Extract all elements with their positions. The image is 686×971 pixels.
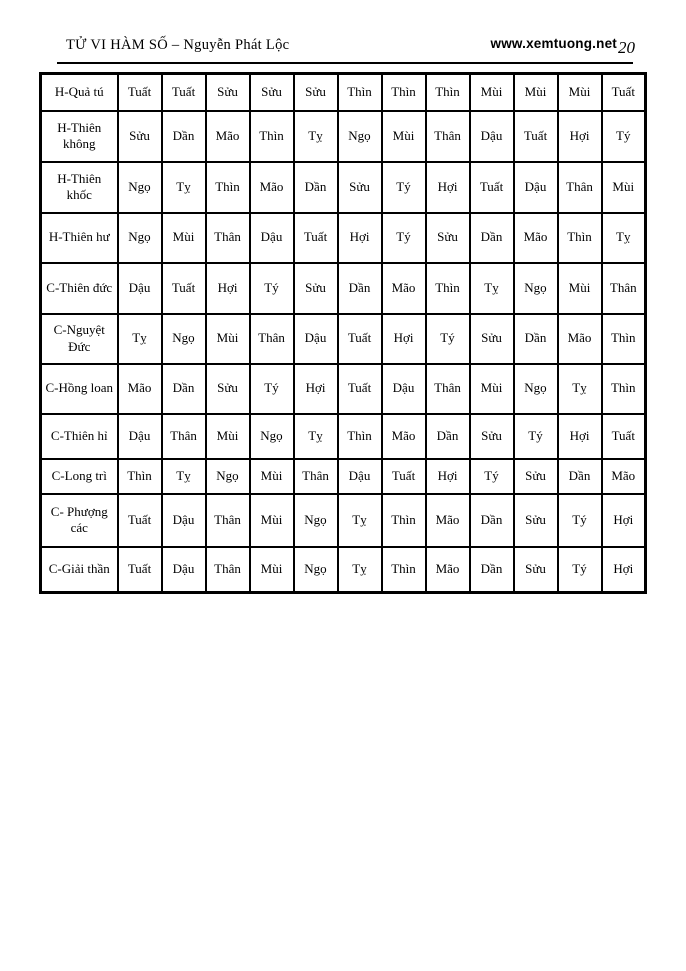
branch-cell: Thân: [426, 364, 470, 414]
branch-cell: Tỵ: [294, 414, 338, 459]
branch-cell: Tuất: [294, 213, 338, 263]
branch-cell: Sửu: [514, 459, 558, 494]
branch-cell: Dần: [294, 162, 338, 213]
branch-cell: Mùi: [162, 213, 206, 263]
branch-cell: Thân: [426, 111, 470, 162]
branch-cell: Tý: [558, 494, 602, 547]
branch-cell: Tý: [514, 414, 558, 459]
branch-cell: Sửu: [118, 111, 162, 162]
branch-cell: Tỵ: [338, 547, 382, 593]
branch-cell: Mão: [118, 364, 162, 414]
branch-cell: Hợi: [558, 111, 602, 162]
branch-cell: Thân: [294, 459, 338, 494]
branch-cell: Sửu: [206, 364, 250, 414]
branch-cell: Thìn: [382, 74, 426, 111]
branch-cell: Sửu: [514, 494, 558, 547]
branch-cell: Dần: [470, 547, 514, 593]
branch-cell: Ngọ: [206, 459, 250, 494]
branch-cell: Tỵ: [162, 459, 206, 494]
branch-cell: Tý: [250, 364, 294, 414]
branch-cell: Dần: [514, 314, 558, 364]
branch-cell: Dần: [162, 111, 206, 162]
branch-cell: Tuất: [602, 414, 646, 459]
branch-cell: Thìn: [382, 494, 426, 547]
branch-cell: Tỵ: [338, 494, 382, 547]
branch-cell: Hợi: [558, 414, 602, 459]
branch-cell: Thìn: [338, 74, 382, 111]
branch-cell: Sửu: [250, 74, 294, 111]
branch-cell: Tuất: [118, 74, 162, 111]
branch-cell: Ngọ: [514, 263, 558, 314]
branch-cell: Thìn: [426, 263, 470, 314]
branch-cell: Sửu: [294, 74, 338, 111]
branch-cell: Dần: [426, 414, 470, 459]
table-row: [41, 111, 646, 162]
branch-cell: Tuất: [602, 74, 646, 111]
branch-cell: Thìn: [602, 364, 646, 414]
branch-cell: Tý: [558, 547, 602, 593]
table-row: [41, 547, 646, 593]
branch-cell: Dậu: [250, 213, 294, 263]
branch-cell: Tuất: [338, 364, 382, 414]
branch-cell: Tỵ: [470, 263, 514, 314]
branch-cell: Thân: [206, 213, 250, 263]
branch-cell: Hợi: [206, 263, 250, 314]
branch-cell: Thìn: [338, 414, 382, 459]
table-row: [41, 314, 646, 364]
branch-cell: Mão: [206, 111, 250, 162]
branch-cell: Tuất: [470, 162, 514, 213]
branch-cell: Mão: [382, 263, 426, 314]
row-label: H-Thiên khốc: [41, 162, 118, 213]
branch-cell: Hợi: [382, 314, 426, 364]
branch-cell: Ngọ: [338, 111, 382, 162]
branch-cell: Thân: [206, 494, 250, 547]
book-title: TỬ VI HÀM SỐ – Nguyễn Phát Lộc: [66, 37, 290, 53]
branch-cell: Hợi: [602, 494, 646, 547]
branch-cell: Thìn: [250, 111, 294, 162]
branch-cell: Dậu: [338, 459, 382, 494]
branch-cell: Tuất: [118, 547, 162, 593]
branch-cell: Hợi: [426, 459, 470, 494]
branch-cell: Hợi: [338, 213, 382, 263]
branch-cell: Mùi: [514, 74, 558, 111]
branch-cell: Thân: [206, 547, 250, 593]
table-row: [41, 74, 646, 111]
branch-cell: Tý: [382, 162, 426, 213]
table-row: [41, 162, 646, 213]
table-row: [41, 263, 646, 314]
page-number: 20: [618, 38, 635, 57]
branch-cell: Tỵ: [558, 364, 602, 414]
row-label: C-Thiên đức: [41, 263, 118, 314]
row-label: C-Hồng loan: [41, 364, 118, 414]
row-label: H-Thiên không: [41, 111, 118, 162]
branch-cell: Dần: [338, 263, 382, 314]
row-label: H-Quả tú: [41, 74, 118, 111]
website-watermark: www.xemtuong.net: [490, 36, 617, 51]
branch-cell: Ngọ: [294, 494, 338, 547]
branch-cell: Hợi: [294, 364, 338, 414]
row-label: C-Nguyệt Đức: [41, 314, 118, 364]
branch-cell: Thìn: [206, 162, 250, 213]
table-row: [41, 213, 646, 263]
branch-cell: Mùi: [558, 74, 602, 111]
header-right: [491, 36, 635, 58]
header-rule: [57, 62, 633, 64]
branch-cell: Tuất: [118, 494, 162, 547]
branch-cell: Dậu: [118, 414, 162, 459]
branch-cell: Tuất: [162, 74, 206, 111]
branch-cell: Thìn: [558, 213, 602, 263]
branch-cell: Thân: [250, 314, 294, 364]
branch-cell: Dậu: [162, 494, 206, 547]
branch-cell: Thìn: [426, 74, 470, 111]
branch-cell: Sửu: [338, 162, 382, 213]
branch-cell: Dậu: [382, 364, 426, 414]
branch-cell: Thân: [162, 414, 206, 459]
branch-cell: Mùi: [250, 494, 294, 547]
branch-cell: Mão: [602, 459, 646, 494]
branch-cell: Dậu: [118, 263, 162, 314]
branch-cell: Dậu: [514, 162, 558, 213]
branch-cell: Tý: [426, 314, 470, 364]
branch-cell: Dậu: [294, 314, 338, 364]
table-row: [41, 494, 646, 547]
branch-cell: Sửu: [514, 547, 558, 593]
branch-cell: Mùi: [250, 547, 294, 593]
branch-cell: Mùi: [250, 459, 294, 494]
branch-cell: Tý: [250, 263, 294, 314]
branch-cell: Hợi: [602, 547, 646, 593]
branch-cell: Ngọ: [294, 547, 338, 593]
branch-cell: Mùi: [558, 263, 602, 314]
table-row: [41, 414, 646, 459]
branch-cell: Ngọ: [118, 213, 162, 263]
branch-cell: Tỵ: [294, 111, 338, 162]
branch-cell: Mão: [426, 494, 470, 547]
branch-cell: Ngọ: [514, 364, 558, 414]
branch-cell: Dậu: [470, 111, 514, 162]
branch-cell: Ngọ: [250, 414, 294, 459]
branch-cell: Tỵ: [118, 314, 162, 364]
branch-cell: Hợi: [426, 162, 470, 213]
branch-cell: Mão: [250, 162, 294, 213]
branch-cell: Mão: [558, 314, 602, 364]
branch-cell: Thân: [602, 263, 646, 314]
branch-cell: Thìn: [382, 547, 426, 593]
branch-cell: Tuất: [382, 459, 426, 494]
branch-cell: Thìn: [602, 314, 646, 364]
branch-cell: Sửu: [294, 263, 338, 314]
branch-cell: Mão: [514, 213, 558, 263]
branch-cell: Tỵ: [162, 162, 206, 213]
branch-cell: Ngọ: [162, 314, 206, 364]
branch-cell: Dần: [470, 494, 514, 547]
branch-cell: Tuất: [162, 263, 206, 314]
branch-cell: Ngọ: [118, 162, 162, 213]
branch-cell: Thìn: [118, 459, 162, 494]
table-row: [41, 459, 646, 494]
branch-cell: Dần: [162, 364, 206, 414]
branch-cell: Tý: [382, 213, 426, 263]
table-row: [41, 364, 646, 414]
branch-cell: Tý: [470, 459, 514, 494]
branch-cell: Sửu: [470, 414, 514, 459]
branch-table: [39, 72, 647, 594]
branch-cell: Mùi: [206, 314, 250, 364]
branch-cell: Tuất: [514, 111, 558, 162]
branch-cell: Tỵ: [602, 213, 646, 263]
branch-cell: Dậu: [162, 547, 206, 593]
row-label: C-Thiên hỉ: [41, 414, 118, 459]
branch-cell: Mão: [382, 414, 426, 459]
row-label: H-Thiên hư: [41, 213, 118, 263]
branch-cell: Tý: [602, 111, 646, 162]
branch-cell: Mùi: [470, 364, 514, 414]
branch-cell: Sửu: [470, 314, 514, 364]
branch-cell: Mùi: [470, 74, 514, 111]
branch-cell: Mùi: [382, 111, 426, 162]
branch-cell: Sửu: [426, 213, 470, 263]
row-label: C- Phượng các: [41, 494, 118, 547]
branch-cell: Mùi: [602, 162, 646, 213]
branch-cell: Thân: [558, 162, 602, 213]
row-label: C-Long trì: [41, 459, 118, 494]
table-body: [41, 74, 646, 593]
branch-cell: Dần: [558, 459, 602, 494]
branch-cell: Tuất: [338, 314, 382, 364]
branch-cell: Dần: [470, 213, 514, 263]
row-label: C-Giải thần: [41, 547, 118, 593]
branch-cell: Sửu: [206, 74, 250, 111]
branch-cell: Mùi: [206, 414, 250, 459]
branch-cell: Mão: [426, 547, 470, 593]
